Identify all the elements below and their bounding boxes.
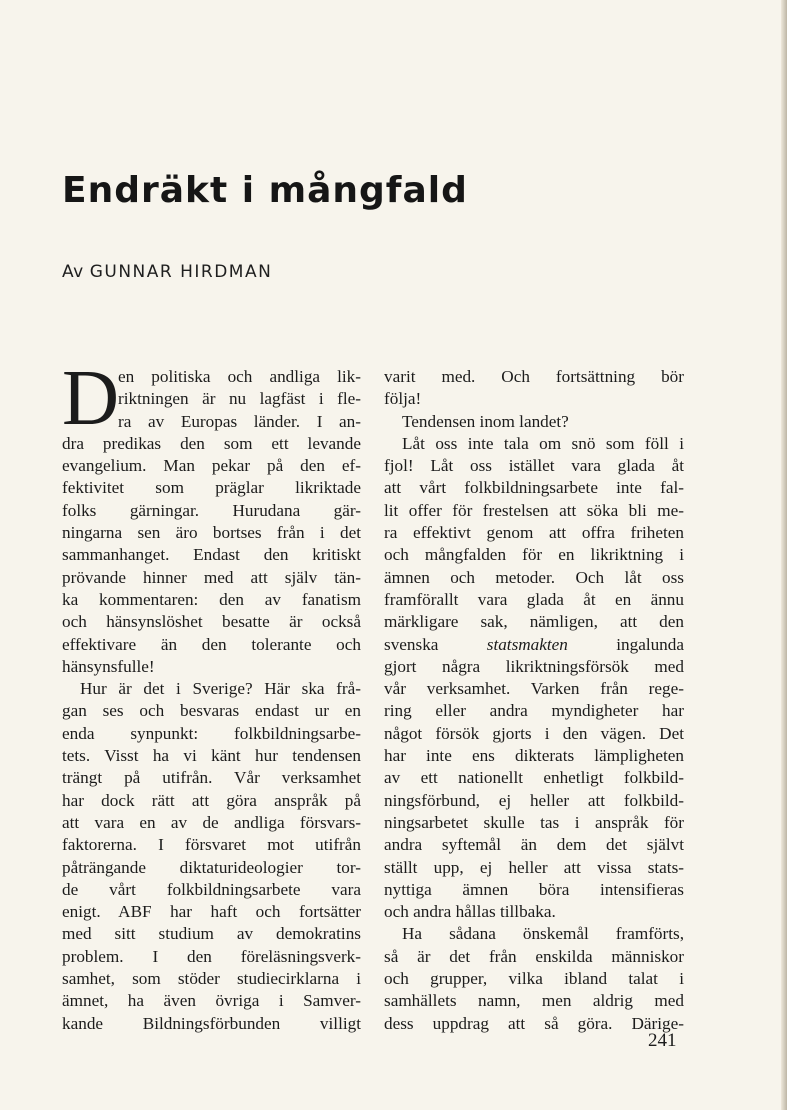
- text-line: så är det från enskilda människor: [384, 946, 684, 966]
- text-segment: svenska: [384, 634, 487, 654]
- italic-term: statsmakten: [486, 634, 568, 654]
- text-line: de vårt folkbildningsarbete vara: [62, 879, 361, 899]
- text-line: ningsförbund, ej heller att folkbild-: [384, 790, 684, 810]
- text-line: gan ses och besvaras endast ur en: [62, 701, 361, 721]
- text-line: tets. Visst ha vi känt hur tendensen: [62, 746, 361, 766]
- text-line: nyttiga ämnen böra intensifieras: [384, 879, 684, 899]
- text-line: och andra hållas tillbaka.: [384, 902, 556, 922]
- text-line: har dock rätt att göra anspråk på: [62, 790, 361, 810]
- text-line: ningsarbetet skulle tas i anspråk för: [384, 812, 684, 832]
- text-line: Ha sådana önskemål framförts,: [402, 924, 684, 944]
- text-line: fjol! Låt oss istället vara glada åt: [384, 456, 684, 476]
- drop-cap: D: [62, 355, 120, 442]
- text-column-left: [62, 355, 361, 1035]
- text-line: effektivare än den tolerante och: [62, 634, 361, 654]
- text-line: att vara en av de andliga försvars-: [62, 812, 361, 832]
- text-line: av ett nationellt enhetligt folkbild-: [384, 768, 684, 788]
- text-column-right: [384, 366, 684, 1035]
- text-line: dess uppdrag att så göra. Därige-: [384, 1013, 684, 1033]
- text-line: att vårt folkbildningsarbete inte fal-: [384, 478, 684, 498]
- text-line: ämnen och metoder. Och låt oss: [384, 567, 684, 587]
- text-line: märkligare sak, nämligen, att den: [384, 612, 684, 632]
- text-line: ra av Europas länder. I an-: [118, 411, 361, 431]
- text-line: med sitt studium av demokratins: [62, 924, 361, 944]
- text-line: ring eller andra myndigheter har: [384, 701, 684, 721]
- text-line: fektivitet som präglar likriktade: [62, 478, 361, 498]
- text-line: andra syftemål än dem det självt: [384, 835, 684, 855]
- text-line: kande Bildningsförbunden villigt: [62, 1013, 361, 1033]
- text-line: hänsynsfulle!: [62, 656, 155, 676]
- text-line: påträngande diktaturideologier tor-: [62, 857, 361, 877]
- text-line: något försök gjorts i den vägen. Det: [384, 723, 684, 743]
- byline-prefix: Av: [62, 262, 84, 282]
- text-line: Hur är det i Sverige? Här ska frå-: [80, 679, 361, 699]
- text-line: prövande hinner med att själv tän-: [62, 567, 361, 587]
- text-line: varit med. Och fortsättning bör: [384, 367, 684, 386]
- text-line: ka kommentaren: den av fanatism: [62, 589, 361, 609]
- text-line: en politiska och andliga lik-: [118, 367, 361, 386]
- text-line: ningarna sen äro bortses från i det: [62, 523, 361, 543]
- text-line: ra effektivt genom att offra friheten: [384, 523, 684, 543]
- text-line: samhällets namn, men aldrig med: [384, 991, 684, 1011]
- text-segment: ingalunda: [567, 634, 684, 654]
- text-line: faktorerna. I försvaret mot utifrån: [62, 835, 361, 855]
- text-line: och hänsynslöshet besatte är också: [62, 612, 361, 632]
- text-line: och grupper, vilka ibland talat i: [384, 969, 684, 989]
- text-line: riktningen är nu lagfäst i fle-: [118, 389, 361, 409]
- page-edge-shadow: [781, 0, 787, 1110]
- text-line: dra predikas den som ett levande: [62, 433, 361, 453]
- text-line: ställt upp, ej heller att vissa stats-: [384, 857, 684, 877]
- text-line: enigt. ABF har haft och fortsätter: [62, 902, 361, 922]
- text-line: evangelium. Man pekar på den ef-: [62, 456, 361, 476]
- article-title: Endräkt i mångfald: [62, 170, 468, 211]
- text-line: följa!: [384, 389, 422, 409]
- byline: [62, 262, 272, 282]
- text-line: folks gärningar. Hurudana gär-: [62, 500, 361, 520]
- text-line: problem. I den föreläsningsverk-: [62, 946, 361, 966]
- author-name: GUNNAR HIRDMAN: [89, 262, 273, 282]
- text-line: trängt på utifrån. Vår verksamhet: [62, 768, 361, 788]
- text-line: Låt oss inte tala om snö som föll i: [402, 433, 684, 453]
- text-line: ämnet, ha även övriga i Samver-: [62, 991, 361, 1011]
- text-line: har inte ens dikterats lämpligheten: [384, 746, 684, 766]
- text-line: Tendensen inom landet?: [402, 411, 569, 431]
- text-line: samhet, som stöder studiecirklarna i: [62, 969, 361, 989]
- page-number: 241: [648, 1030, 677, 1051]
- text-line: gjort några likriktningsförsök med: [384, 656, 684, 676]
- text-line: sammanhanget. Endast den kritiskt: [62, 545, 361, 565]
- text-line: [384, 634, 684, 656]
- text-line: enda synpunkt: folkbildningsarbe-: [62, 723, 361, 743]
- text-line: lit offer för frestelsen att söka bli me-: [384, 500, 684, 520]
- text-line: och mångfalden för en likriktning i: [384, 545, 684, 565]
- text-line: framförallt vara glada åt en ännu: [384, 589, 684, 609]
- text-line: vår verksamhet. Varken från rege-: [384, 679, 684, 699]
